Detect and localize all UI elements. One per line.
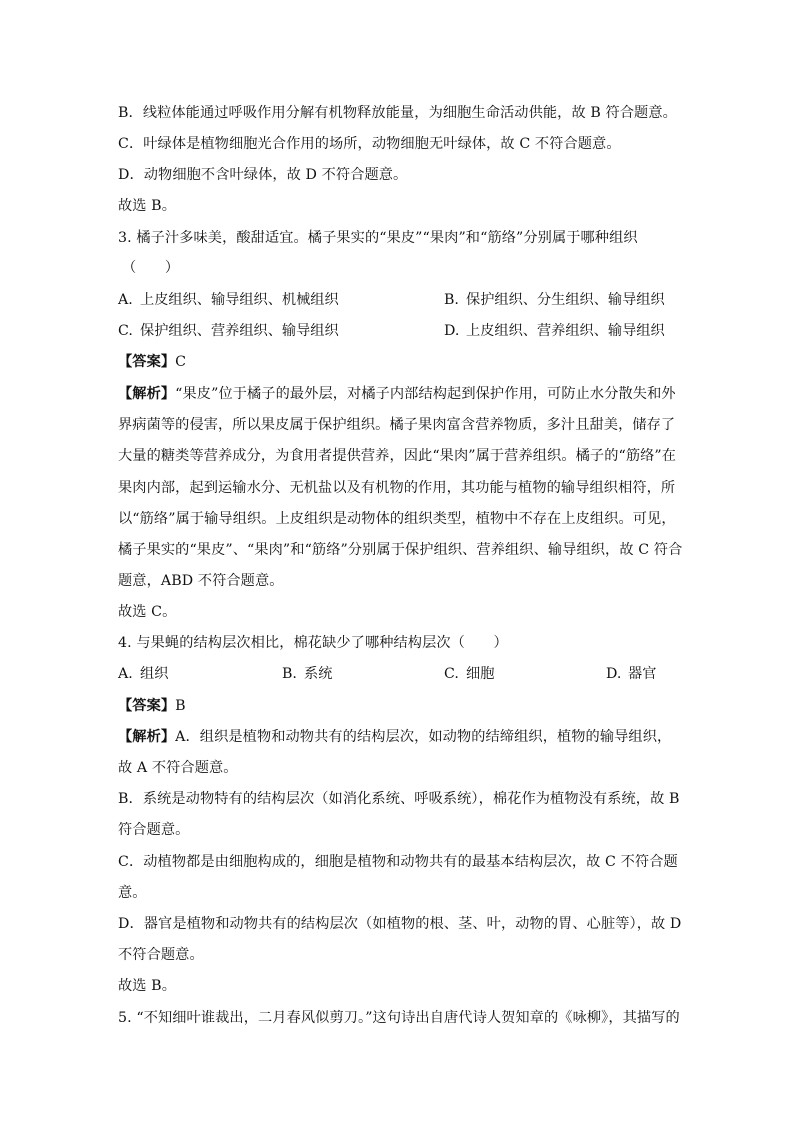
q4-conclusion: 故选 B。	[118, 978, 176, 994]
q3-analysis-line-5: 以“筋络”属于输导组织。上皮组织是动物体的组织类型，植物中不存在上皮组织。可见，	[118, 511, 676, 527]
q3-analysis-line-2: 界病菌等的侵害，所以果皮属于保护组织。橘子果肉富含营养物质，多汁且甜美，储存了	[118, 417, 676, 433]
q4-stem: 4. 与果蝇的结构层次相比，棉花缺少了哪种结构层次（ ）	[118, 635, 508, 651]
q2-conclusion: 故选 B。	[118, 198, 176, 214]
q3-option-a: A. 上皮组织、输导组织、机械组织	[118, 292, 339, 308]
q3-option-b: B. 保护组织、分生组织、输导组织	[444, 292, 665, 308]
q3-stem: 3. 橘子汁多味美，酸甜适宜。橘子果实的“果皮”“果肉”和“筋络”分别属于哪种组织	[118, 230, 638, 246]
q4-answer: 【答案】B	[118, 698, 186, 714]
q5-stem: 5. “不知细叶谁裁出，二月春风似剪刀。”这句诗出自唐代诗人贺知章的《咏柳》，其描写的	[118, 1010, 680, 1026]
q4-analysis-line-4: 符合题意。	[118, 822, 190, 838]
q2-option-d-analysis: D．动物细胞不含叶绿体，故 D 不符合题意。	[118, 167, 408, 183]
q3-analysis-line-4: 果肉内部，起到运输水分、无机盐以及有机物的作用，其功能与植物的输导组织相符，所	[118, 480, 676, 496]
q4-analysis-line-3: B．系统是动物特有的结构层次（如消化系统、呼吸系统），棉花作为植物没有系统，故 B	[118, 791, 680, 807]
q3-option-c: C. 保护组织、营养组织、输导组织	[118, 323, 339, 339]
q4-analysis-line-1: 【解析】A．组织是植物和动物共有的结构层次，如动物的结缔组织，植物的输导组织，	[118, 729, 672, 745]
q2-option-c-analysis: C．叶绿体是植物细胞光合作用的场所，动物细胞无叶绿体，故 C 不符合题意。	[118, 136, 621, 152]
q3-analysis-line-3: 大量的糖类等营养成分，为食用者提供营养，因此“果肉”属于营养组织。橘子的“筋络”在	[118, 448, 677, 464]
q4-option-a: A. 组织	[118, 666, 169, 682]
q3-analysis-line-6: 橘子果实的“果皮”、“果肉”和“筋络”分别属于保护组织、营养组织、输导组织，故 C 符合	[118, 542, 683, 558]
q4-analysis-line-2: 故 A 不符合题意。	[118, 760, 238, 776]
q3-analysis-line-7: 题意，ABD 不符合题意。	[118, 573, 284, 589]
q4-analysis-line-8: 不符合题意。	[118, 947, 204, 963]
q4-analysis-line-7: D．器官是植物和动物共有的结构层次（如植物的根、茎、叶，动物的胃、心脏等），故 D	[118, 916, 682, 932]
q3-conclusion: 故选 C。	[118, 604, 177, 620]
q4-option-d: D. 器官	[606, 666, 657, 682]
q3-answer-blank: （ ）	[122, 260, 180, 276]
q4-option-b: B. 系统	[282, 666, 333, 682]
q3-option-d: D. 上皮组织、营养组织、输导组织	[444, 323, 665, 339]
q4-option-c: C. 细胞	[444, 666, 495, 682]
q2-option-b-analysis: B．线粒体能通过呼吸作用分解有机物释放能量，为细胞生命活动供能，故 B 符合题意。	[118, 105, 677, 121]
q4-analysis-line-6: 意。	[118, 885, 147, 901]
q3-answer: 【答案】C	[118, 354, 187, 370]
q4-analysis-line-5: C．动植物都是由细胞构成的，细胞是植物和动物共有的最基本结构层次，故 C 不符合题	[118, 854, 678, 870]
q3-analysis-line-1: 【解析】“果皮”位于橘子的最外层，对橘子内部结构起到保护作用，可防止水分散失和外	[118, 386, 676, 402]
